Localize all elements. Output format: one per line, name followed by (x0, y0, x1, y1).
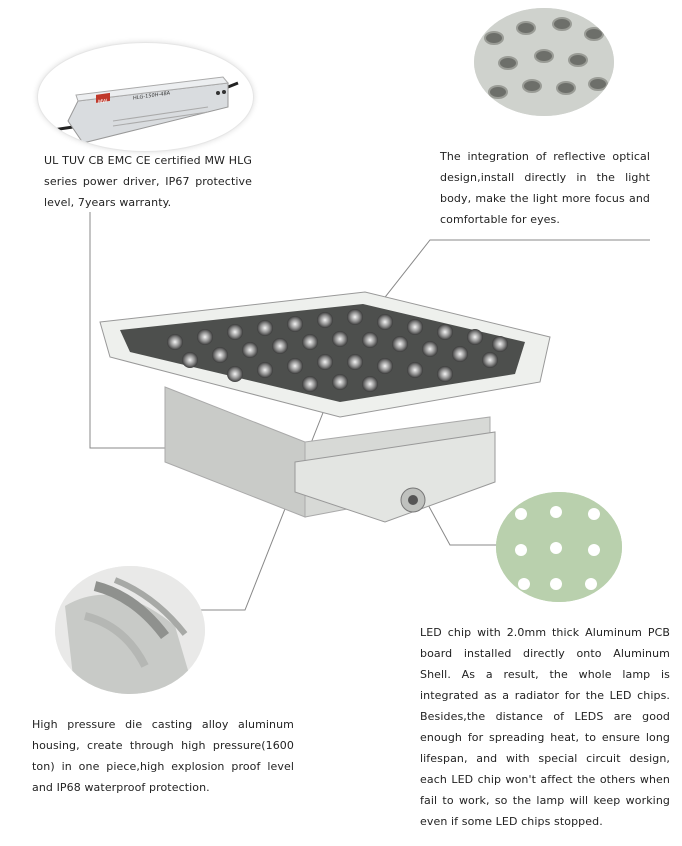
optics-description: The integration of reflective optical design,install directly in the light body, make the light more focus and comfortable for eyes. (440, 150, 650, 226)
housing-casting-illustration (55, 566, 205, 694)
reflector-illustration (474, 8, 614, 116)
driver-model: HLG-150H-48A (133, 90, 171, 102)
housing-image (55, 566, 205, 694)
led-chip-description: LED chip with 2.0mm thick Aluminum PCB board installed directly onto Aluminum Shell. As a result, the whole lamp is integrated as a radiator for the LED chips. Besides,the distance of LEDS are good enough for spreading heat, to ensure long lifespan, and with special circuit design, each LED chip won't affect the others when fail to work, so the lamp will keep working even if some LED chips stopped. (420, 626, 670, 828)
driver-brand: MW (98, 98, 108, 106)
reflector-image (474, 8, 614, 116)
driver-description: UL TUV CB EMC CE certified MW HLG series power driver, IP67 protective level, 7years warranty. (44, 154, 252, 209)
power-driver-illustration (38, 43, 253, 151)
luminaire-illustration (95, 282, 565, 527)
led-chip-image (496, 492, 622, 602)
driver-image (37, 42, 254, 152)
housing-description: High pressure die casting alloy aluminum housing, create through high pressure(1600 ton) in one piece,high explosion proof level and IP68 waterproof protection. (32, 718, 294, 794)
led-chip-illustration (496, 492, 622, 602)
